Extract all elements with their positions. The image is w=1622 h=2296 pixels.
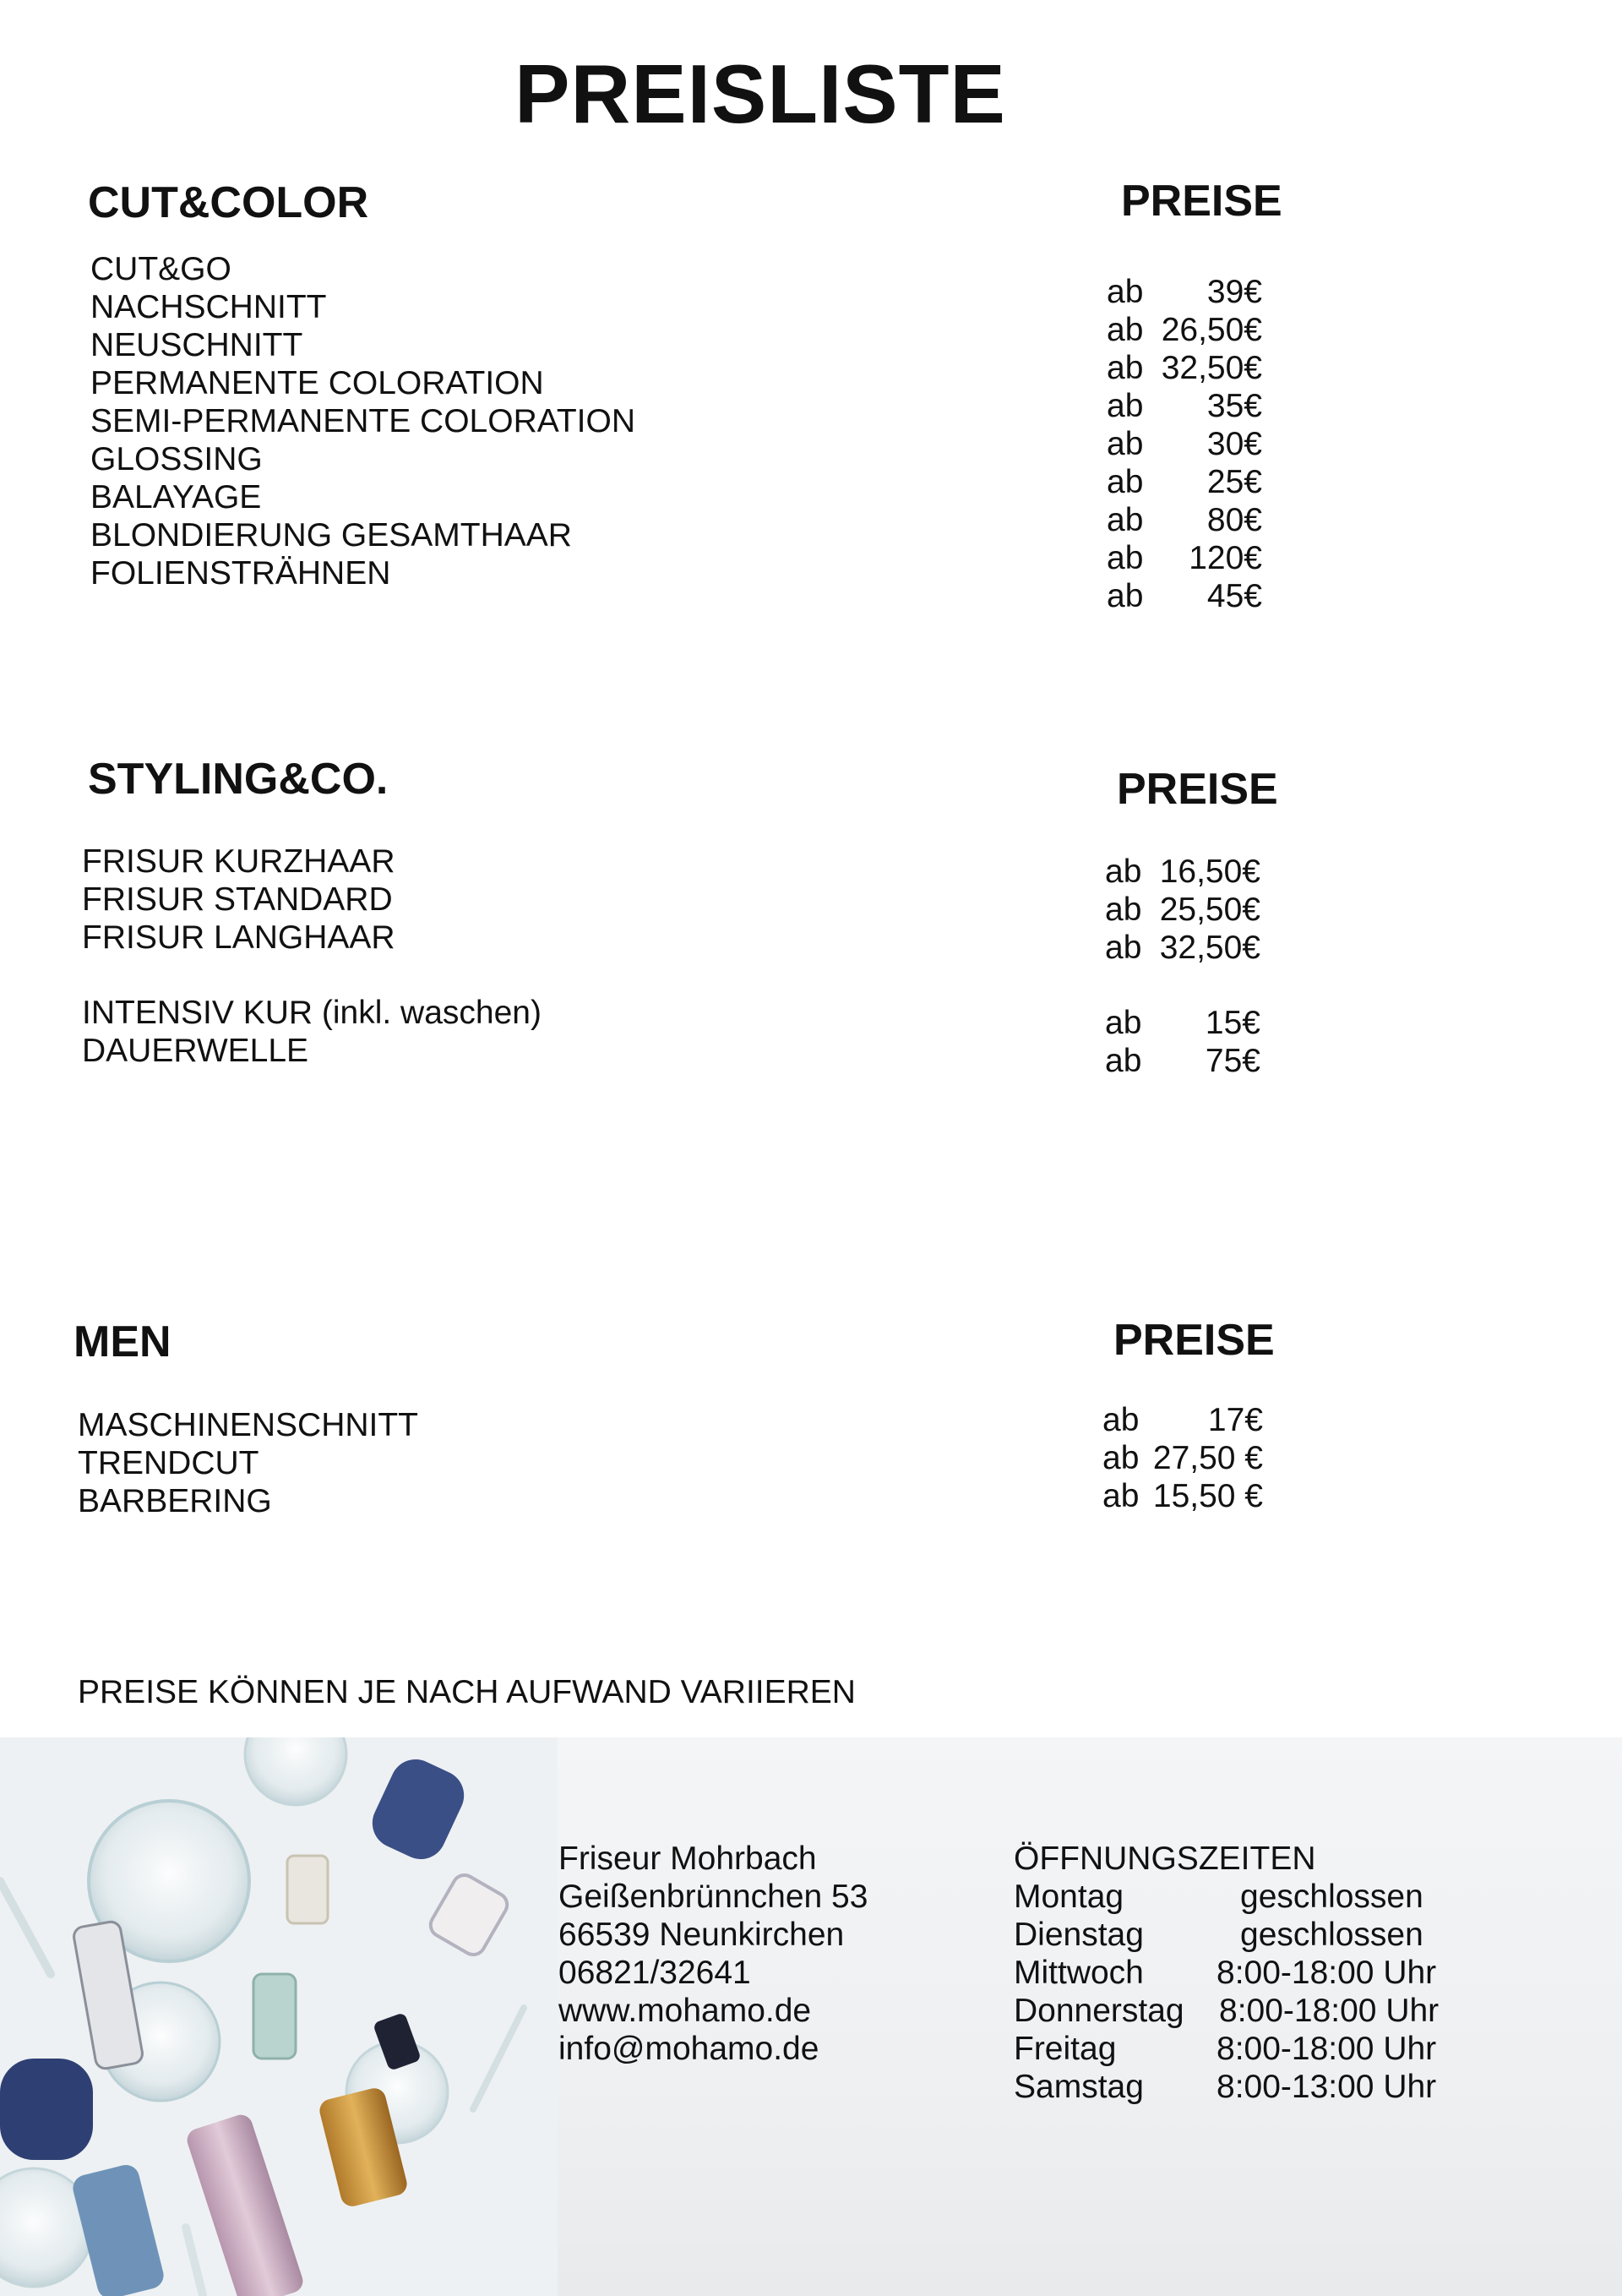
price-value: 120€ <box>1189 540 1262 576</box>
price-prefix: ab <box>1107 350 1144 386</box>
price-value: 32,50€ <box>1161 350 1262 386</box>
price-prefix: ab <box>1105 892 1142 928</box>
website-link[interactable]: www.mohamo.de <box>558 1993 812 2029</box>
price-prefix: ab <box>1107 426 1144 462</box>
service-item: GLOSSING <box>90 441 263 477</box>
price-value: 15,50 € <box>1152 1478 1263 1514</box>
address-street: Geißenbrünnchen 53 <box>558 1879 868 1915</box>
price-prefix: ab <box>1105 854 1142 890</box>
service-item: BALAYAGE <box>90 479 262 515</box>
service-item: CUT&GO <box>90 251 231 287</box>
price-prefix: ab <box>1107 502 1144 538</box>
price-value: 17€ <box>1207 1402 1263 1438</box>
hours-row <box>1014 1878 1439 1916</box>
price-row <box>1107 349 1262 387</box>
price-row <box>1107 425 1262 463</box>
hours-row <box>1014 2030 1439 2068</box>
service-item: MASCHINENSCHNITT <box>78 1407 419 1443</box>
service-item: BLONDIERUNG GESAMTHAAR <box>90 517 572 554</box>
email-link[interactable]: info@mohamo.de <box>558 2031 819 2067</box>
price-prefix: ab <box>1107 540 1144 576</box>
opening-hours <box>1014 1840 1439 2106</box>
service-item: NEUSCHNITT <box>90 327 303 363</box>
price-row <box>1102 1401 1263 1439</box>
address-city: 66539 Neunkirchen <box>558 1917 845 1953</box>
service-item: DAUERWELLE <box>82 1033 309 1069</box>
price-row <box>1105 853 1260 891</box>
weekday: Mittwoch <box>1014 1955 1144 1991</box>
service-item: INTENSIV KUR (inkl. waschen) <box>82 995 542 1031</box>
section-heading-cut-color: CUT&COLOR <box>88 178 369 227</box>
price-row <box>1107 463 1262 501</box>
price-prefix: ab <box>1107 464 1144 500</box>
weekday: Donnerstag <box>1014 1993 1184 2029</box>
contact-block <box>558 1840 868 2068</box>
price-row <box>1105 891 1260 929</box>
price-prefix: ab <box>1105 930 1142 966</box>
price-value: 35€ <box>1206 388 1262 424</box>
service-list-cut-color <box>90 250 635 592</box>
service-item: TRENDCUT <box>78 1445 259 1481</box>
price-row <box>1107 577 1262 615</box>
price-list-men <box>1102 1401 1263 1515</box>
price-value: 80€ <box>1206 502 1262 538</box>
price-value: 26,50€ <box>1161 312 1262 348</box>
jar-icon <box>0 2059 93 2160</box>
price-value: 25€ <box>1206 464 1262 500</box>
hours-row <box>1014 1916 1439 1954</box>
hours-time: 8:00-18:00 Uhr <box>1219 1993 1440 2029</box>
price-prefix: ab <box>1105 1005 1142 1041</box>
hours-row <box>1014 1954 1439 1992</box>
salon-name: Friseur Mohrbach <box>558 1841 817 1877</box>
section-heading-men: MEN <box>73 1317 171 1366</box>
hours-time: geschlossen <box>1240 1879 1423 1915</box>
price-row <box>1107 311 1262 349</box>
price-prefix: ab <box>1102 1478 1140 1514</box>
product-photo-illustration <box>0 1737 558 2296</box>
price-value: 30€ <box>1206 426 1262 462</box>
price-value: 39€ <box>1206 274 1262 310</box>
service-item: BARBERING <box>78 1483 272 1519</box>
hours-row <box>1014 1992 1439 2030</box>
page-title: PREISLISTE <box>514 47 1006 140</box>
weekday: Montag <box>1014 1879 1124 1915</box>
price-note: PREISE KÖNNEN JE NACH AUFWAND VARIIEREN <box>78 1674 856 1710</box>
phone-number: 06821/32641 <box>558 1955 751 1991</box>
price-row <box>1107 273 1262 311</box>
hours-time: 8:00-18:00 Uhr <box>1216 2031 1437 2067</box>
price-row <box>1107 387 1262 425</box>
hours-time: geschlossen <box>1240 1917 1423 1953</box>
price-list-styling-extra <box>1105 1004 1260 1080</box>
price-row <box>1102 1477 1263 1515</box>
price-prefix: ab <box>1107 312 1144 348</box>
price-prefix: ab <box>1102 1402 1140 1438</box>
service-item: SEMI-PERMANENTE COLORATION <box>90 403 636 439</box>
price-row <box>1105 1004 1260 1042</box>
service-list-styling-extra <box>82 994 542 1070</box>
price-heading-cut-color: PREISE <box>1121 177 1282 226</box>
price-value: 16,50€ <box>1159 854 1260 890</box>
price-row <box>1107 501 1262 539</box>
price-value: 27,50 € <box>1152 1440 1263 1476</box>
service-item: FRISUR KURZHAAR <box>82 843 395 880</box>
price-heading-styling: PREISE <box>1117 765 1278 814</box>
service-item: NACHSCHNITT <box>90 289 327 325</box>
dropper-bottle-icon <box>287 1856 328 1923</box>
hours-time: 8:00-13:00 Uhr <box>1216 2069 1437 2105</box>
price-prefix: ab <box>1105 1043 1142 1079</box>
price-list-cut-color <box>1107 273 1262 615</box>
price-heading-men: PREISE <box>1113 1316 1275 1365</box>
price-value: 45€ <box>1206 578 1262 614</box>
price-value: 25,50€ <box>1159 892 1260 928</box>
service-item: FRISUR LANGHAAR <box>82 919 395 956</box>
price-value: 75€ <box>1205 1043 1260 1079</box>
service-list-men <box>78 1406 418 1520</box>
weekday: Samstag <box>1014 2069 1144 2105</box>
price-value: 15€ <box>1205 1005 1260 1041</box>
price-row <box>1105 929 1260 967</box>
weekday: Freitag <box>1014 2031 1117 2067</box>
section-heading-styling: STYLING&CO. <box>88 755 389 804</box>
dropper-bottle-icon <box>253 1974 296 2059</box>
hours-row <box>1014 2068 1439 2106</box>
price-prefix: ab <box>1102 1440 1140 1476</box>
price-row <box>1105 1042 1260 1080</box>
opening-hours-heading: ÖFFNUNGSZEITEN <box>1014 1841 1316 1877</box>
weekday: Dienstag <box>1014 1917 1144 1953</box>
price-prefix: ab <box>1107 274 1144 310</box>
price-prefix: ab <box>1107 388 1144 424</box>
service-item: FRISUR STANDARD <box>82 881 393 918</box>
service-list-styling <box>82 843 395 957</box>
service-item: FOLIENSTRÄHNEN <box>90 555 391 592</box>
price-row <box>1107 539 1262 577</box>
hours-time: 8:00-18:00 Uhr <box>1216 1955 1437 1991</box>
price-list-styling <box>1105 853 1260 967</box>
price-prefix: ab <box>1107 578 1144 614</box>
service-item: PERMANENTE COLORATION <box>90 365 544 401</box>
price-value: 32,50€ <box>1159 930 1260 966</box>
price-row <box>1102 1439 1263 1477</box>
